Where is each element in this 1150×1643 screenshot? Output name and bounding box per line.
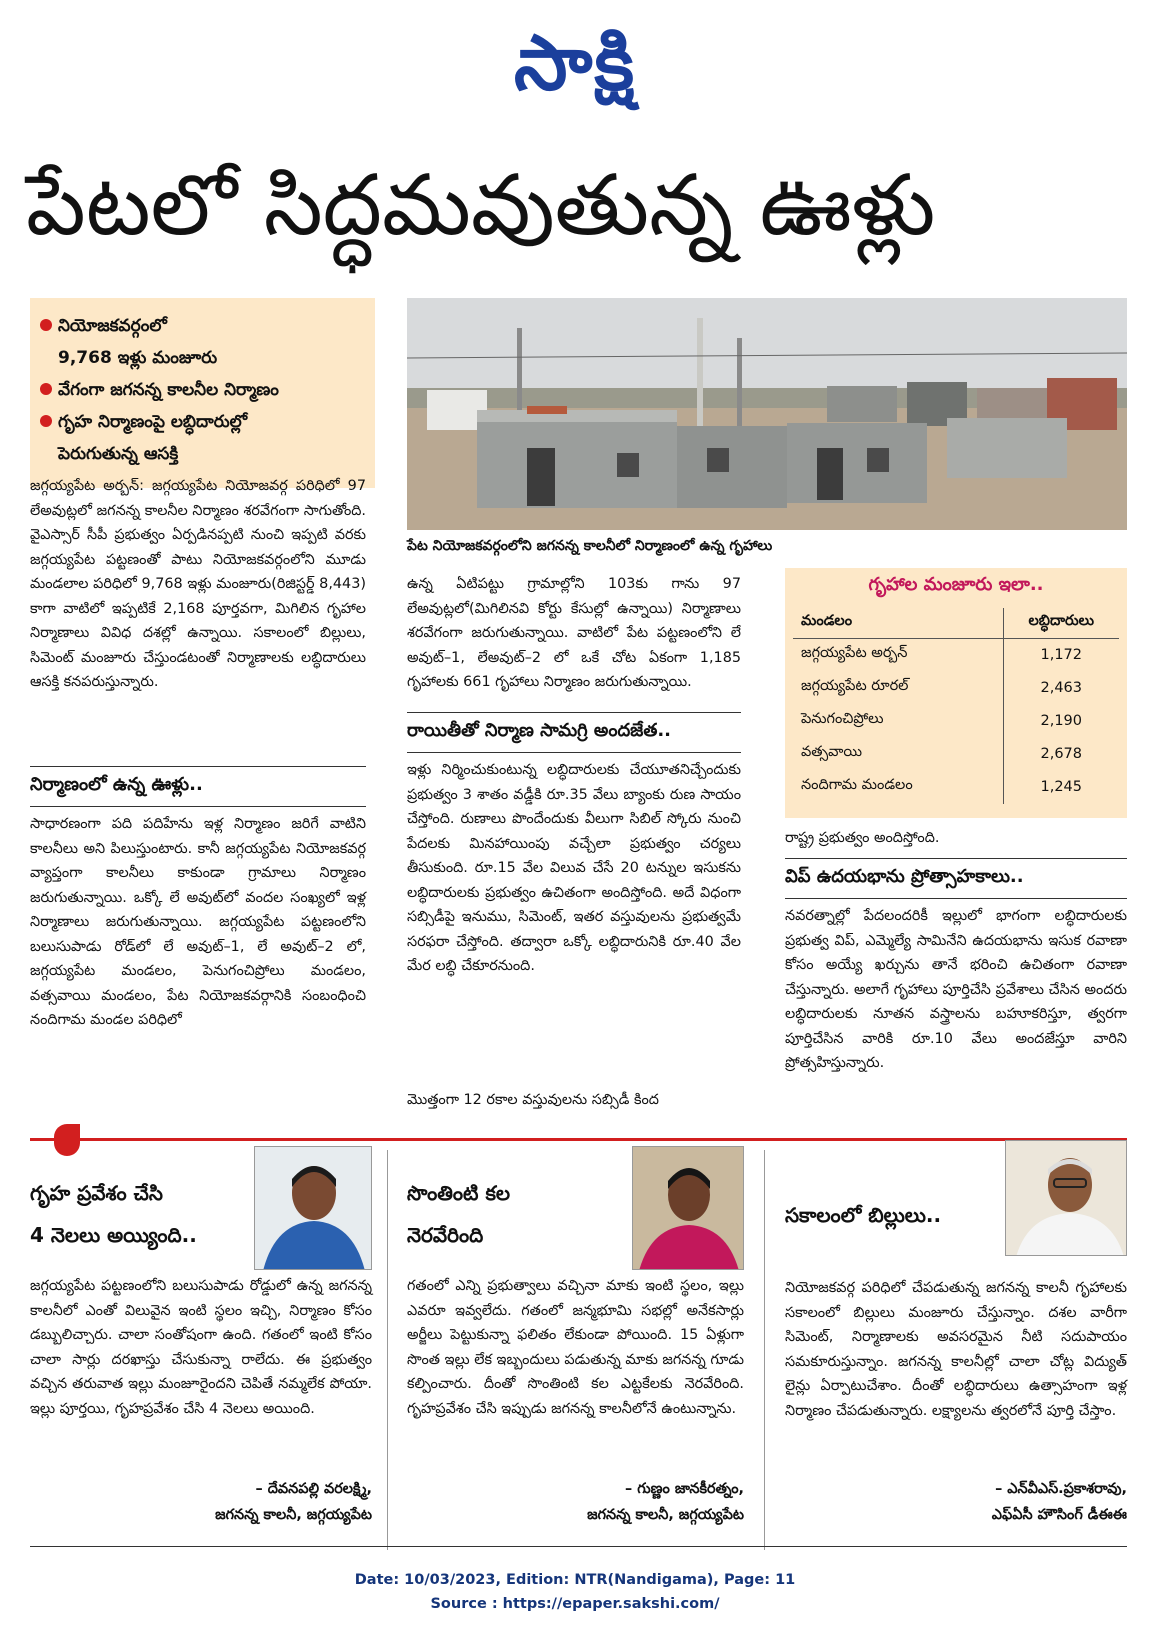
table-row	[793, 639, 1119, 672]
column-divider	[387, 1150, 388, 1550]
highlight-text: వేగంగా జగనన్న కాలనీల నిర్మాణం	[58, 380, 279, 400]
divider	[407, 712, 741, 713]
table-cell: 1,172	[1040, 647, 1082, 664]
table-cell: జగ్గయ్యపేట రూరల్‌	[793, 672, 1003, 705]
article-col1-para1: జగ్గయ్యపేట అర్బన్: జగ్గయ్యపేట నియోజవర్గ పరిధిలో 97 లేఅవుట్లలో జగనన్న కాలనీల నిర్మాణం శరవేగంగా సాగుతోంది. వైఎస్సార్‌ సీపీ ప్రభుత్వం ఏర్పడినప్పటి నుంచి ఇప్పటి వరకు జగ్గయ్యపేట పట్టణంతో పాటు నియోజకవర్గంలోని మూడు మండలాల పరిధిలో 9,768 ఇళ్లు మంజూరు(రిజిస్టర్డ్‌ 8,443) కాగా వాటిలో ఇప్పటికే 2,168 పూర్తవగా, మిగిలిన గృహాల నిర్మాణాలు వివిధ దశల్లో ఉన్నాయి. సకాలంలో బిల్లులు, సిమెంట్‌ మంజూరు చేస్తుండటంతో నిర్మాణాలకు లబ్ధిదారులు ఆసక్తి కనపరుస్తున్నారు.	[30, 478, 366, 690]
portrait-photo	[632, 1146, 744, 1270]
highlight-text: గృహ నిర్మాణంపై లబ్ధిదారుల్లో	[58, 412, 248, 432]
heading-line: గృహ ప్రవేశం చేసి	[30, 1181, 163, 1205]
signature-place: జగనన్న కాలనీ, జగ్గయ్యపేట	[215, 1507, 372, 1523]
column-header: మండలం	[793, 608, 1003, 639]
table-cell: 2,678	[1040, 746, 1082, 762]
footer-source-link[interactable]: Source : https://epaper.sakshi.com/	[430, 1596, 720, 1612]
heading-line: సకాలంలో బిల్లులు..	[785, 1203, 942, 1227]
photo-caption: పేట నియోజకవర్గంలోని జగనన్న కాలనీలో నిర్మాణంలో ఉన్న గృహాలు	[407, 538, 773, 554]
article-col3-para1: రాష్ట్ర ప్రభుత్వం అందిస్తోంది.	[785, 830, 940, 846]
highlight-text: పెరుగుతున్న ఆసక్తి	[58, 444, 179, 464]
table-row	[793, 672, 1119, 705]
page-title: పేటలో సిద్ధమవుతున్న ఊళ్లు	[26, 156, 936, 254]
portrait-photo	[254, 1146, 372, 1270]
article-col1-para2: సాధారణంగా పది పదిహేను ఇళ్ల నిర్మాణం జరిగే వాటిని కాలనీలు అని పిలుస్తుంటారు. కానీ జగ్గయ్యపేట నియోజకవర్గ వ్యాప్తంగా కాలనీలు కాకుండా గ్రామాలు నిర్మాణం జరుగుతున్నాయి. ఒక్కో లే అవుట్‌లో వందల సంఖ్యలో ఇళ్ల నిర్మాణాలు జరుగుతున్నాయి. జగ్గయ్యపేట పట్టణంలోని బలుసుపాడు రోడ్‌లో లే అవుట్‌–1, లే అవుట్‌–2 లో, జగ్గయ్యపేట మండలం, పెనుగంచిప్రోలు మండలం, వత్సవాయి మండలం, పేట నియోజకవర్గానికి సంబంధించి నందిగామ మండల పరిధిలో	[30, 816, 366, 1028]
signature-place: ఎఫ్‌ఏసీ హౌసింగ్‌ డీఈఈ	[991, 1507, 1127, 1523]
column-divider	[764, 1150, 765, 1550]
table-row	[793, 705, 1119, 738]
portrait-photo	[1005, 1140, 1127, 1256]
sanction-table	[793, 608, 1119, 804]
heading-line: సొంతింటి కల	[407, 1181, 511, 1205]
article-col2-para2: ఇళ్లు నిర్మించుకుంటున్న లబ్ధిదారులకు చేయూతనిచ్చేందుకు ప్రభుత్వం 3 శాతం వడ్డీకి రూ.35 వేలు బ్యాంకు రుణ సాయం చేస్తోంది. రుణాలు పొందేందుకు వీలుగా సిబిల్‌ స్కోరు నుంచి పేదలకు మినహాయింపు వచ్చేలా ప్రభుత్వం చర్యలు తీసుకుంది. రూ.15 వేల విలువ చేసే 20 టన్నుల ఇసుకను లబ్ధిదారులకు ప్రభుత్వం ఉచితంగా అందిస్తోంది. అదే విధంగా సబ్సిడీపై ఇనుము, సిమెంట్‌, ఇతర వస్తువులను ప్రభుత్వమే సరఫరా చేస్తోంది. తద్వారా ఒక్కో లబ్ధిదారునికి రూ.40 వేల మేర లబ్ధి చేకూరనుంది.	[407, 762, 741, 974]
box2-body: గతంలో ఎన్ని ప్రభుత్వాలు వచ్చినా మాకు ఇంటి స్థలం, ఇల్లు ఎవరూ ఇవ్వలేదు. గతంలో జన్మభూమి సభల్లో అనేకసార్లు అర్జీలు పెట్టుకున్నా ఫలితం లేకుండా పోయింది. 15 ఏళ్లుగా సొంత ఇల్లు లేక ఇబ్బందులు పడుతున్న మాకు జగనన్న గూడు కల్పించారు. దీంతో సొంతింటి కల ఎట్టకేలకు నెరవేరింది. గృహప్రవేశం చేసి ఇప్పుడు జగనన్న కాలనీలోనే ఉంటున్నాను.	[407, 1278, 744, 1417]
masthead-logo: సాక్షి	[513, 18, 637, 107]
table-cell: పెనుగంచిప్రోలు	[793, 705, 1003, 738]
bottom-divider	[30, 1546, 1127, 1547]
highlight-text: 9,768 ఇళ్లు మంజూరు	[58, 348, 218, 368]
box1-signature	[30, 1476, 372, 1528]
article-col2-para1: ఉన్న ఏటిపట్టు గ్రామాల్లోని 103కు గాను 97 లేఅవుట్లలో(మిగిలినవి కోర్టు కేసుల్లో ఉన్నాయి) నిర్మాణాలు శరవేగంగా జరుగుతున్నాయి. వాటిలో పేట పట్టణంలోని లే అవుట్‌–1, లేఅవుట్‌–2 లో ఒకే చోట ఏకంగా 1,185 గృహాలకు 661 గృహాలు నిర్మాణం జరుగుతున్నాయి.	[407, 576, 741, 690]
heading-line: 4 నెలలు అయ్యింది..	[30, 1223, 197, 1247]
signature-name: – గుణ్ణం జానకీరత్నం,	[625, 1481, 744, 1497]
table-cell: 1,245	[1040, 779, 1082, 795]
bullet-icon	[40, 383, 52, 395]
table-cell: జగ్గయ్యపేట అర్బన్‌	[793, 639, 1003, 672]
bullet-icon	[40, 415, 52, 427]
box1-heading	[30, 1172, 250, 1256]
highlight-item	[40, 374, 365, 406]
column-header: లబ్ధిదారులు	[1003, 608, 1119, 639]
divider	[785, 858, 1127, 859]
signature-place: జగనన్న కాలనీ, జగ్గయ్యపేట	[587, 1507, 744, 1523]
section-heading: విప్‌ ఉదయభాను ప్రోత్సాహకాలు..	[785, 866, 1024, 887]
box3-heading	[785, 1194, 985, 1236]
heading-line: నెరవేరింది	[407, 1223, 484, 1247]
box1-body: జగ్గయ్యపేట పట్టణంలోని బలుసుపాడు రోడ్డులో ఉన్న జగనన్న కాలనీలో ఎంతో విలువైన ఇంటి స్థలం ఇచ్చి, నిర్మాణం కోసం డబ్బులిచ్చారు. చాలా సంతోషంగా ఉంది. గతంలో ఇంటి కోసం చాలా సార్లు దరఖాస్తు చేసుకున్నా రాలేదు. ఈ ప్రభుత్వం వచ్చిన తరువాత ఇల్లు మంజూరైందని చెపితే నమ్మలేక పోయా. ఇల్లు పూర్తయి, గృహప్రవేశం చేసి 4 నెలలు అయింది.	[30, 1278, 372, 1417]
highlight-item	[40, 310, 365, 374]
table-row	[793, 771, 1119, 804]
table-title: గృహాల మంజూరు ఇలా..	[868, 574, 1044, 595]
divider	[407, 752, 741, 753]
box2-signature	[407, 1476, 744, 1528]
highlight-text: నియోజకవర్గంలో	[58, 316, 167, 336]
section-heading: నిర్మాణంలో ఉన్న ఊళ్లు..	[30, 774, 203, 795]
sanction-table-box	[785, 568, 1127, 818]
bullet-icon	[40, 319, 52, 331]
article-col3-para2: నవరత్నాల్లో పేదలందరికీ ఇల్లులో భాగంగా లబ్ధిదారులకు ప్రభుత్వ విప్‌, ఎమ్మెల్యే సామినేని ఉదయభాను ఇసుక రవాణా కోసం అయ్యే ఖర్చును తానే భరించి ఉచితంగా రవాణా చేస్తున్నారు. అలాగే గృహాలు పూర్తిచేసి ప్రవేశాలు చేసిన అందరు లబ్ధిదారులకు నూతన వస్త్రాలను బహూకరిస్తూ, త్వరగా పూర్తిచేసిన వారికి రూ.10 వేలు అందజేస్తూ వారిని ప్రోత్సహిస్తున్నారు.	[785, 908, 1127, 1071]
housing-colony-photo	[407, 298, 1127, 530]
highlights-box	[30, 298, 375, 488]
section-separator	[30, 1138, 1127, 1141]
table-row	[793, 738, 1119, 771]
table-cell: 2,463	[1040, 680, 1082, 696]
divider	[30, 766, 366, 767]
box3-signature	[785, 1476, 1127, 1528]
divider	[30, 806, 366, 807]
box2-heading	[407, 1172, 627, 1256]
table-cell: వత్సవాయి	[793, 738, 1003, 771]
table-cell: 2,190	[1040, 713, 1082, 729]
footer-date-edition: Date: 10/03/2023, Edition: NTR(Nandigama), Page: 11	[354, 1572, 796, 1588]
signature-name: – దేవనపల్లి వరలక్ష్మి,	[255, 1481, 372, 1497]
signature-name: – ఎన్‌వీఎస్‌.ప్రకాశరావు,	[995, 1481, 1127, 1497]
section-heading: రాయితీతో నిర్మాణ సామగ్రి అందజేత..	[407, 720, 672, 741]
box3-body: నియోజకవర్గ పరిధిలో చేపడుతున్న జగనన్న కాలనీ గృహాలకు సకాలంలో బిల్లులు మంజూరు చేస్తున్నాం. దశల వారీగా సిమెంట్‌, నిర్మాణాలకు అవసరమైన నీటి సదుపాయం సమకూరుస్తున్నాం. జగనన్న కాలనీల్లో చాలా చోట్ల విద్యుత్‌ లైన్లు ఏర్పాటుచేశాం. దీంతో లబ్ధిదారులు ఉత్సాహంగా ఇళ్ల నిర్మాణం చేపడుతున్నారు. లక్ష్యాలను త్వరలోనే పూర్తి చేస్తాం.	[785, 1280, 1127, 1419]
table-header-row	[793, 608, 1119, 639]
highlight-item	[40, 406, 365, 470]
article-col2-para3: మొత్తంగా 12 రకాల వస్తువులను సబ్సిడీ కింద	[407, 1092, 659, 1108]
separator-tab	[54, 1124, 80, 1156]
divider	[785, 898, 1127, 899]
table-cell: నందిగామ మండలం	[793, 771, 1003, 804]
